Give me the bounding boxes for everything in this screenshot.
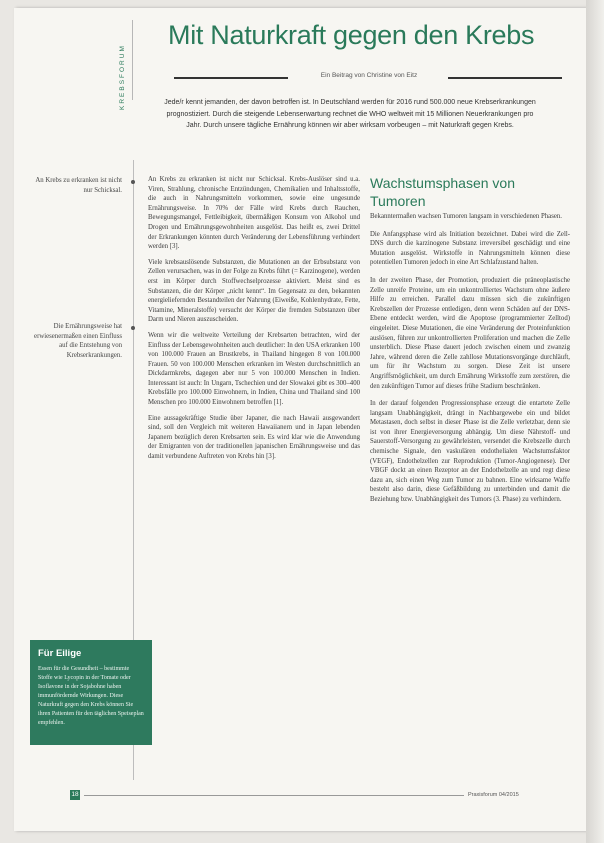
page-edge <box>586 0 604 843</box>
summary-box-title: Für Eilige <box>38 648 82 659</box>
byline-rule-right <box>448 77 562 79</box>
byline: Ein Beitrag von Christine von Eitz <box>320 72 418 79</box>
margin-dot <box>131 180 135 184</box>
margin-dot <box>131 326 135 330</box>
paragraph: Viele krebsauslösende Substanzen, die Mutationen an der Erbsubstanz von Zellen verursachen, was in der Folge zu Krebs führt (= Karzinogene), werden erst im Körper durch Stoffwechselprozesse aktiviert. Meist sind es Substanzen, die der Körper „nicht kennt“. Im Gegensatz zu den, bekannten energieliefernden Bestandteilen der Nahrung (Eiweiße, Kohlenhydrate, Fette, Vitamine, Mineralstoffe) versucht der Körper die fremden Substanzen über Darm und Nieren auszuscheiden. <box>148 258 360 324</box>
summary-box <box>30 640 152 745</box>
intro-paragraph: Jede/r kennt jemanden, der davon betroffen ist. In Deutschland werden für 2016 rund 500.000 neue Krebserkrankungen prognostiziert. Durch die steigende Lebenserwartung rechnet die WHO weltweit mit 15 Millionen Neuerkrankungen pro Jahr. Durch unsere tägliche Ernährung können wir aber wirksam vorbeugen – mit Naturkraft gegen Krebs. <box>164 99 536 129</box>
section-heading: Wachstumsphasen von Tumoren <box>370 175 515 209</box>
byline-rule-left <box>174 77 288 79</box>
section-rule <box>132 20 133 100</box>
footer-text: Praxisforum 04/2015 <box>468 792 519 798</box>
margin-note-1: An Krebs zu erkranken ist nicht nur Schicksal. <box>35 177 122 194</box>
text-column-middle <box>148 175 360 468</box>
paragraph: An Krebs zu erkranken ist nicht nur Schicksal. Krebs-Auslöser sind u.a. Viren, Strahlung, chronische Entzündungen, Chemikalien und Inhaltsstoffe, die auch in Nahrungsmitteln vorkommen, sowie eine ungesunde Ernährungsweise. In 70% der Fälle wird Krebs durch Rauchen, Bewegungsmangel, Fettleibigkeit, übermäßigen Konsum von Alkohol und Drogen und Ernährungsgewohnheiten ausgelöst. Das heißt es, zwei Drittel der Erkrankungen könnten durch Veränderung der Lebensführung verhindert werden [3]. <box>148 176 360 251</box>
summary-box-text: Essen für die Gesundheit – bestimmte Stoffe wie Lycopin in der Tomate oder Isoflavone in der Sojabohne haben immunfördernde Wirkungen. Diese Naturkraft gegen den Krebs können Sie ihren Patienten für den täglichen Speiseplan empfehlen. <box>38 666 144 726</box>
text-column-right <box>370 212 570 513</box>
byline-row <box>174 72 562 82</box>
article-title: Mit Naturkraft gegen den Krebs <box>168 20 535 50</box>
paragraph: Die Anfangsphase wird als Initiation bezeichnet. Dabei wird die Zell-DNS durch die karzinogene Substanz irreversibel geschädigt und eine Mutation ausgelöst. Wirkstoffe in Nahrungsmitteln können diese potentiellen Tumoren jedoch in eine Art Schlafzustand halten. <box>370 230 570 267</box>
paragraph: Wenn wir die weltweite Verteilung der Krebsarten betrachten, wird der Einfluss der Lebensgewohnheiten auch deutlicher: In den USA erkranken 100 von 100.000 Frauen an Brustkrebs, in Thailand hingegen 8 von 100.000 Frauen. 50 von 100.000 Menschen erkranken im Westen durchschnittlich an Dickdarmkrebs, dagegen aber nur 5 von 100.000 Menschen in Indien. Interessant ist auch: In Ungarn, Tschechien und der Slowakei gibt es 300–400 Krebsfälle pro 100.000 Einwohnern, in Indien, China und Thailand sind 100 Menschen pro 100.000 Einwohnern betroffen [1]. <box>148 331 360 407</box>
paragraph: Eine aussagekräftige Studie über Japaner, die nach Hawaii ausgewandert sind, soll den Vergleich mit weiteren Hawaiianern und in Japan lebenden Japanern bezüglich deren Krebsarten sein. Es wird klar wie die Anwendung der Emigranten von der traditionellen japanischen Ernährungsweise und das damit verbundene Auftreten von Krebs hin [3]. <box>148 414 360 461</box>
paragraph: In der darauf folgenden Progressionsphase erzeugt die entartete Zelle langsam Unabhängigkeit, drängt in Nachbargewebe ein und bildet Metastasen, doch selbst in dieser Phase ist die Zelle verletzbar, denn sie ist von ihrer Energieversorgung abhängig. Um diese Nährstoff- und Sauerstoff-Versorgung zu gewährleisten, versendet die Krebszelle durch chemische Signale, den vaskulären endothelialen Wachstumsfaktor (VEGF), Endothelzellen zur Reproduktion (Tumor-Angiogenese). Der VBGF dockt an einen Rezeptor an der Endothelzelle an und regt diese dazu an, sich einen Weg zum Tumor zu bahnen. Eine wirksame Waffe besteht also darin, diese Gefäßbildung zu unterbinden und damit die Beziehung bzw. Unabhängigkeit des Tumors (3. Phase) zu verhindern. <box>370 400 570 504</box>
paragraph: In der zweiten Phase, der Promotion, produziert die präneoplastische Zelle unreife Proteine, um ein unkontrolliertes Wachstum ohne äußere Hilfe zu erreichen. Parallel dazu müssen sich die zukünftigen Krebszellen der Prozesse entledigen, denn wenn Schäden auf der DNS-Ebene entdeckt werden, wird die Apoptose (programmierter Zelltod) eingeleitet. Diese Mutationen, die eine Veränderung der Proteinfunktion auslösen, führen zur unkontrollierten Proliferation und machen die Zelle unsterblich. Diese Phase dauert jedoch zwischen einem und zwanzig Jahre, während deren die Zelle zahllose Mutationsvorgänge durchläuft, um für ihr Wachstum zu sorgen. Diese Zeit ist unsere Angriffsmöglichkeit, um durch Ernährung Wirkstoffe zum zerstören, die den zukünftigen Tumor auf dieses frühe Stadium beschränken. <box>370 276 570 390</box>
section-tag: KREBSFORUM <box>119 44 126 110</box>
footer-rule <box>84 795 464 796</box>
margin-note-2: Die Ernährungsweise hat erwiesenermaßen einen Einfluss auf die Entstehung von Krebserkrankungen. <box>34 323 122 359</box>
paragraph: Bekanntermaßen wachsen Tumoren langsam in verschiedenen Phasen. <box>370 213 562 220</box>
page-number: 18 <box>71 791 79 798</box>
